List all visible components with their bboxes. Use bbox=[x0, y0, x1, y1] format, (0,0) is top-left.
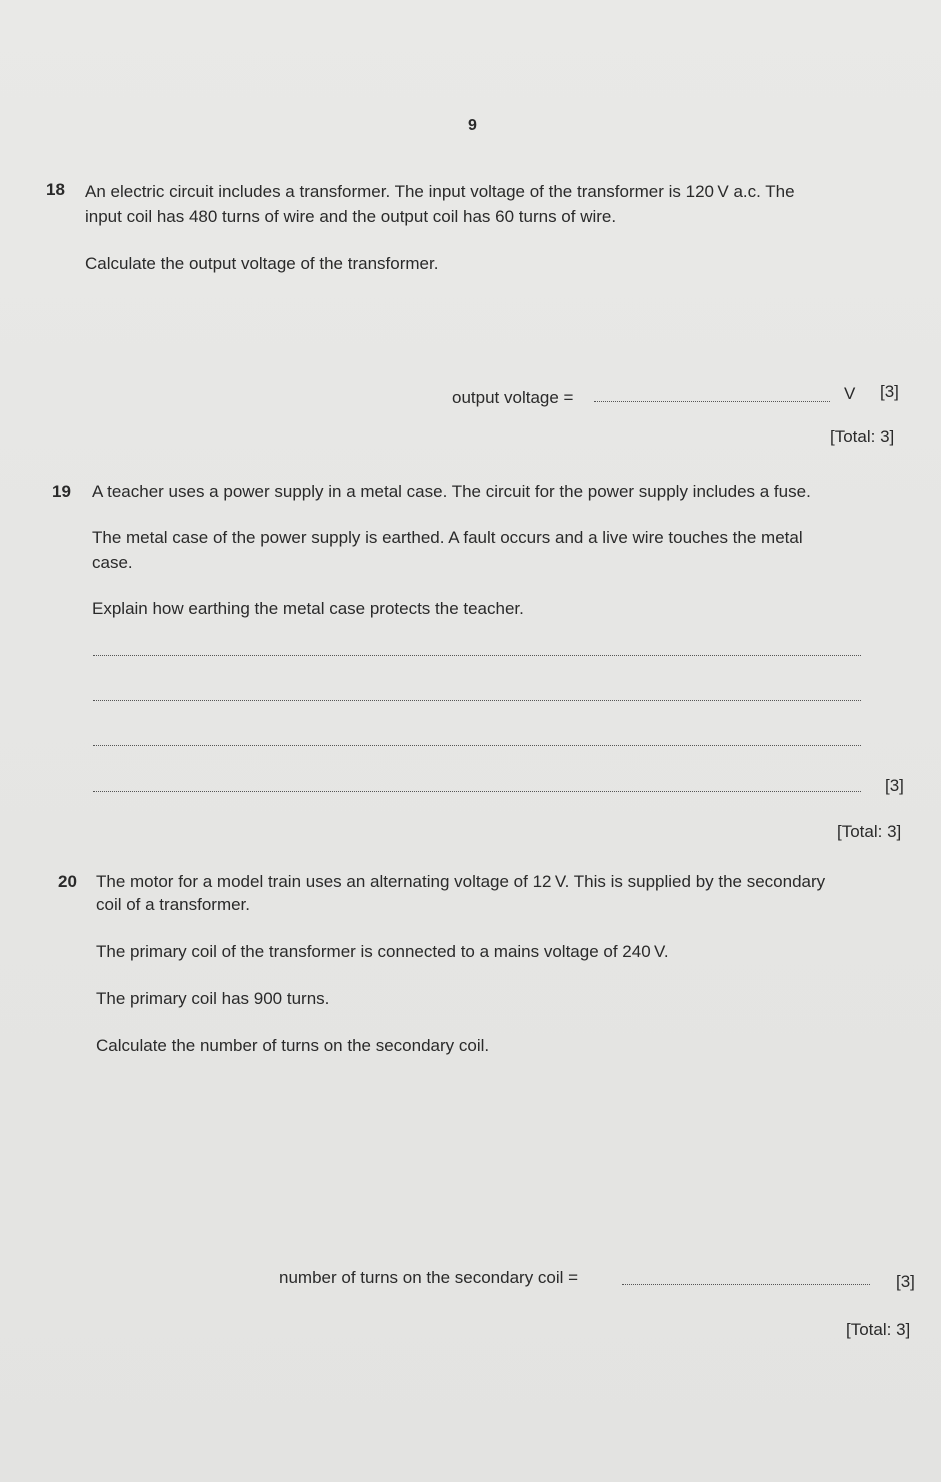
question-text-line: The primary coil has 900 turns. bbox=[96, 989, 330, 1008]
question-instruction: Calculate the output voltage of the transformer. bbox=[85, 254, 439, 273]
question-text-line: coil of a transformer. bbox=[96, 895, 251, 914]
marks-label: [3] bbox=[880, 382, 899, 401]
question-text-line: The motor for a model train uses an alternating voltage of 12 V. This is supplied by the secondary bbox=[96, 872, 826, 891]
answer-line[interactable] bbox=[622, 1284, 870, 1285]
answer-line[interactable] bbox=[93, 655, 861, 656]
question-text-line: The primary coil of the transformer is connected to a mains voltage of 240 V. bbox=[96, 942, 669, 961]
question-instruction: Calculate the number of turns on the secondary coil. bbox=[96, 1036, 490, 1055]
answer-label: number of turns on the secondary coil = bbox=[279, 1268, 579, 1287]
question-number: 19 bbox=[52, 482, 71, 501]
question-text-line: An electric circuit includes a transformer. The input voltage of the transformer is 120 V a.c. The bbox=[85, 182, 795, 201]
total-marks: [Total: 3] bbox=[830, 427, 895, 446]
answer-line[interactable] bbox=[594, 401, 830, 402]
question-number: 20 bbox=[58, 872, 77, 891]
question-text-line: The metal case of the power supply is earthed. A fault occurs and a live wire touches the metal bbox=[92, 528, 803, 547]
page-number: 9 bbox=[468, 117, 477, 134]
question-text-line: input coil has 480 turns of wire and the output coil has 60 turns of wire. bbox=[85, 207, 617, 226]
answer-label: output voltage = bbox=[452, 388, 574, 407]
question-text-line: A teacher uses a power supply in a metal case. The circuit for the power supply includes a fuse. bbox=[92, 482, 811, 501]
question-text-line: case. bbox=[92, 553, 133, 572]
marks-label: [3] bbox=[885, 776, 904, 795]
answer-line[interactable] bbox=[93, 700, 861, 701]
marks-label: [3] bbox=[896, 1272, 915, 1291]
total-marks: [Total: 3] bbox=[846, 1320, 911, 1339]
question-number: 18 bbox=[46, 180, 65, 199]
unit-label: V bbox=[844, 384, 856, 403]
answer-line[interactable] bbox=[93, 745, 861, 746]
answer-line[interactable] bbox=[93, 791, 861, 792]
total-marks: [Total: 3] bbox=[837, 822, 902, 841]
question-instruction: Explain how earthing the metal case protects the teacher. bbox=[92, 599, 524, 618]
